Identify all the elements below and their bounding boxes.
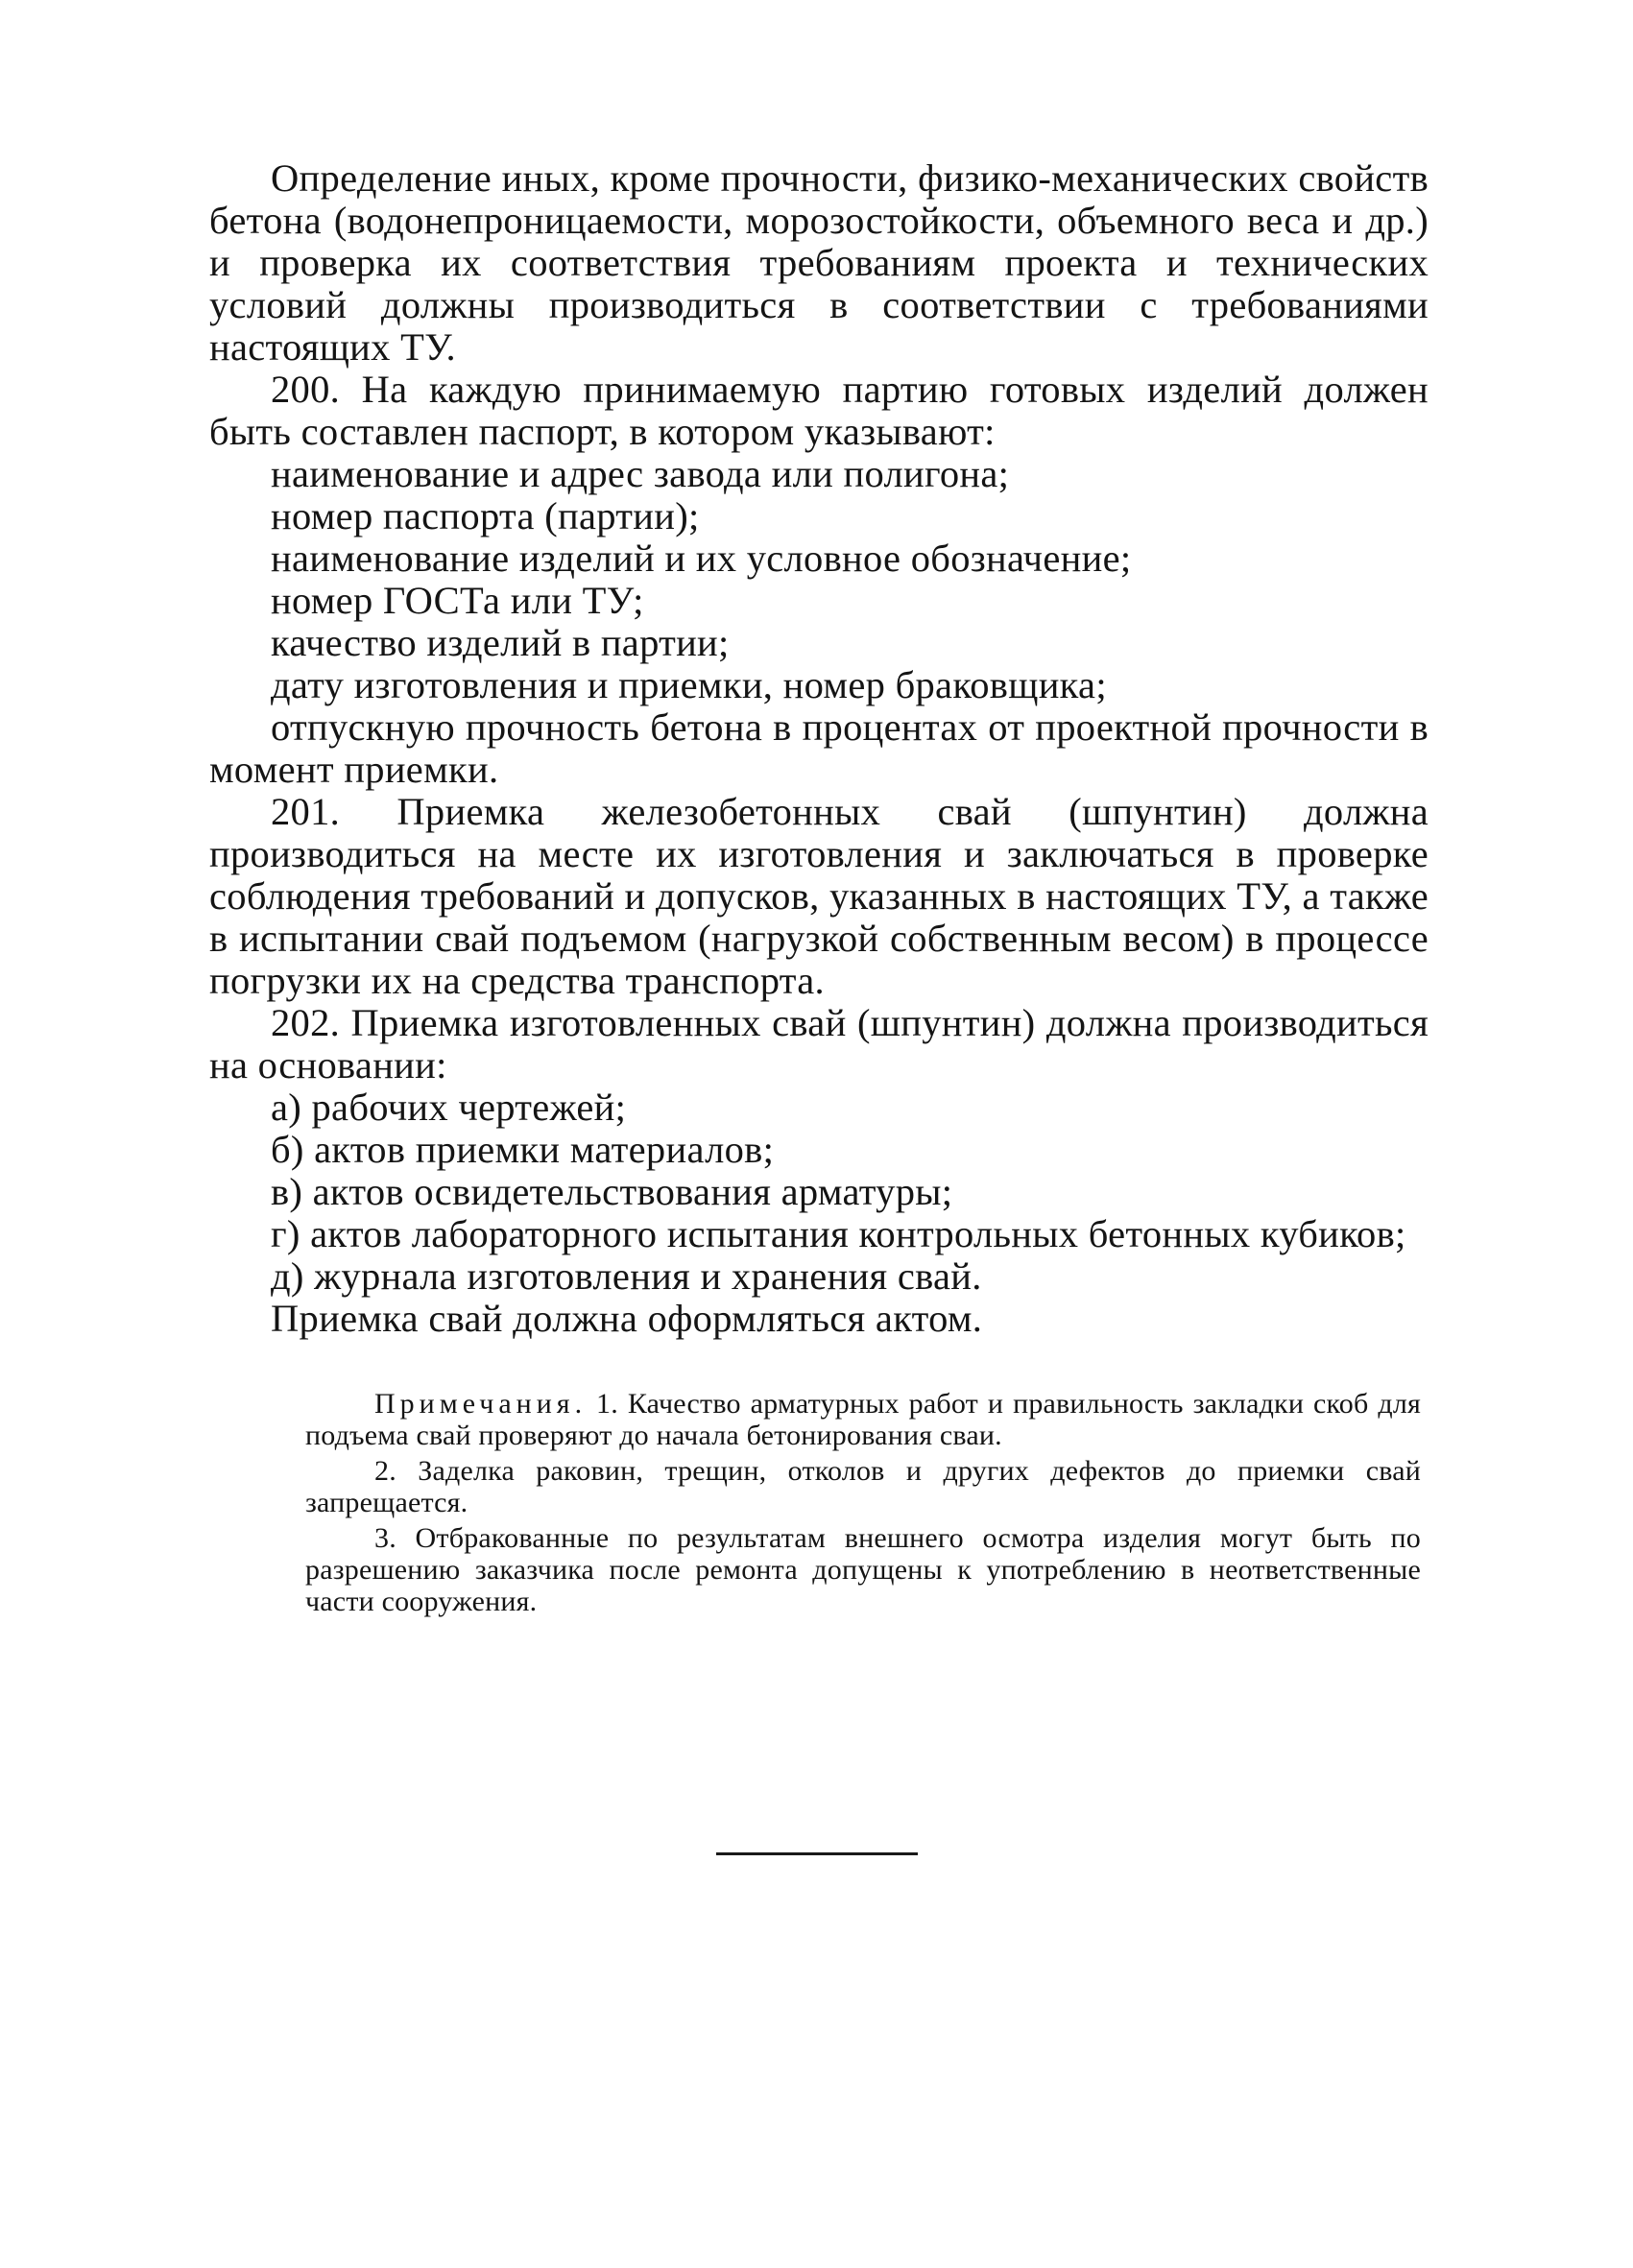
list-item: дату изготовления и приемки, номер браковщика; — [271, 663, 1107, 706]
document-page — [209, 157, 1429, 1621]
paragraph-202: 202. Приемка изготовленных свай (шпунтин) должна производиться на основании: — [209, 1001, 1429, 1086]
note-1-text: 1. Качество арматурных работ и правильность закладки скоб для подъема свай проверяют до начала бетонирования сваи. — [305, 1388, 1422, 1451]
paragraph-202-final: Приемка свай должна оформляться актом. — [271, 1297, 983, 1340]
paragraph-201: 201. Приемка железобетонных свай (шпунтин) должна производиться на месте их изготовления и заключаться в проверке соблюдения требований и допусков, указанных в настоящих ТУ, а также в испытании свай подъемом (нагрузкой собственным весом) в процессе погрузки их на средства транспорта. — [209, 790, 1429, 1002]
note-2: 2. Заделка раковин, трещин, отколов и других дефектов до приемки свай запрещается. — [305, 1455, 1421, 1518]
list-item: а) рабочих чертежей; — [271, 1086, 627, 1129]
list-item: д) журнала изготовления и хранения свай. — [271, 1254, 982, 1298]
list-item: наименование изделий и их условное обозначение; — [271, 537, 1132, 580]
notes-heading: Примечания. — [374, 1388, 588, 1420]
list-item: г) актов лабораторного испытания контрольных бетонных кубиков; — [271, 1212, 1406, 1255]
list-item: номер ГОСТа или ТУ; — [271, 579, 644, 622]
note-3: 3. Отбракованные по результатам внешнего осмотра изделия могут быть по разрешению заказчика после ремонта допущены к употреблению в неответственные части сооружения. — [305, 1522, 1421, 1617]
end-rule-divider — [716, 1852, 918, 1855]
paragraph-200: 200. На каждую принимаемую партию готовых изделий должен быть составлен паспорт, в котором указывают: — [209, 368, 1429, 453]
list-item: отпускную прочность бетона в процентах от проектной прочности в момент приемки. — [209, 705, 1429, 791]
list-item: б) актов приемки материалов; — [271, 1128, 775, 1171]
list-item: номер паспорта (партии); — [271, 494, 700, 537]
notes-block — [209, 1388, 1429, 1617]
paragraph-properties: Определение иных, кроме прочности, физико-механических свойств бетона (водонепроницаемости, морозостойкости, объемного веса и др.) и проверка их соответствия требованиям проекта и технических условий должны производиться в соответствии с требованиями настоящих ТУ. — [209, 156, 1429, 369]
list-item: наименование и адрес завода или полигона; — [271, 452, 1010, 495]
note-1 — [305, 1388, 1421, 1451]
list-item: качество изделий в партии; — [271, 621, 730, 664]
list-item: в) актов освидетельствования арматуры; — [271, 1170, 953, 1213]
